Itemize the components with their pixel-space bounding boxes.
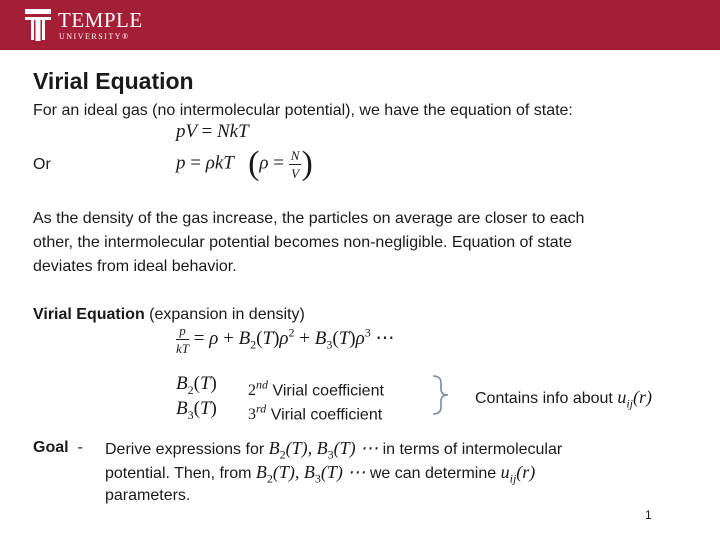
slide-title: Virial Equation	[33, 68, 194, 94]
density-paragraph-line-1: As the density of the gas increase, the particles on average are closer to each	[33, 210, 585, 227]
third-virial-row: 3rd Virial coefficient	[248, 402, 383, 424]
third-virial-label: Virial coefficient	[270, 406, 383, 424]
logo-wordmark: TEMPLE	[58, 8, 143, 32]
virial-heading-bold: Virial Equation	[33, 306, 145, 323]
goal-line-3: parameters.	[105, 487, 191, 504]
right-brace-icon	[431, 375, 453, 415]
second-virial-label: Virial coefficient	[272, 382, 384, 400]
goal-line-2-a: potential. Then, from	[105, 465, 252, 482]
ideal-gas-equation: pV = NkT	[176, 121, 249, 142]
intro-text: For an ideal gas (no intermolecular potential), we have the equation of state:	[33, 102, 573, 119]
density-equation: p = ρkT (ρ = $\frac{N}{V}$ )	[176, 145, 313, 182]
virial-expansion-equation: $\frac{p}{kT}$ = $\rho + B_2(T)\rho^2 + B_3(T)\rho^3$ ⋯	[176, 323, 395, 356]
goal-label	[33, 436, 83, 460]
goal-line-2: potential. Then, from $B_2(T)$, $B_3(T)$ ⋯ we can determine $u_{ij}(r)$	[105, 462, 536, 486]
virial-heading-note: (expansion in density)	[144, 306, 305, 323]
header-bar	[0, 0, 720, 50]
second-virial-row: 2nd Virial coefficient	[248, 378, 384, 400]
goal-line-1-b: in terms of intermolecular	[382, 441, 563, 458]
goal-dash: -	[77, 439, 83, 456]
goal-line-2-b: we can determine	[369, 465, 497, 482]
goal-line-1: Derive expressions for $B_2(T)$, $B_3(T)$ ⋯ in terms of intermolecular	[105, 438, 563, 462]
page-number: 1	[645, 508, 652, 522]
temple-logo	[24, 7, 164, 45]
or-label: Or	[33, 156, 51, 173]
temple-t-icon	[24, 8, 52, 42]
b2-symbol: $B_2(T)$	[176, 373, 217, 397]
contains-info-label: Contains info about	[475, 390, 613, 407]
density-paragraph-line-2: other, the intermolecular potential becomes non-negligible. Equation of state	[33, 234, 573, 251]
b3-symbol: $B_3(T)$	[176, 398, 217, 422]
logo-subtitle: UNIVERSITY®	[59, 32, 130, 41]
contains-info-text: Contains info about $u_{ij}(r)$	[475, 387, 652, 411]
goal-label-bold: Goal	[33, 439, 69, 456]
density-paragraph-line-3: deviates from ideal behavior.	[33, 258, 237, 275]
goal-line-1-a: Derive expressions for	[105, 441, 265, 458]
